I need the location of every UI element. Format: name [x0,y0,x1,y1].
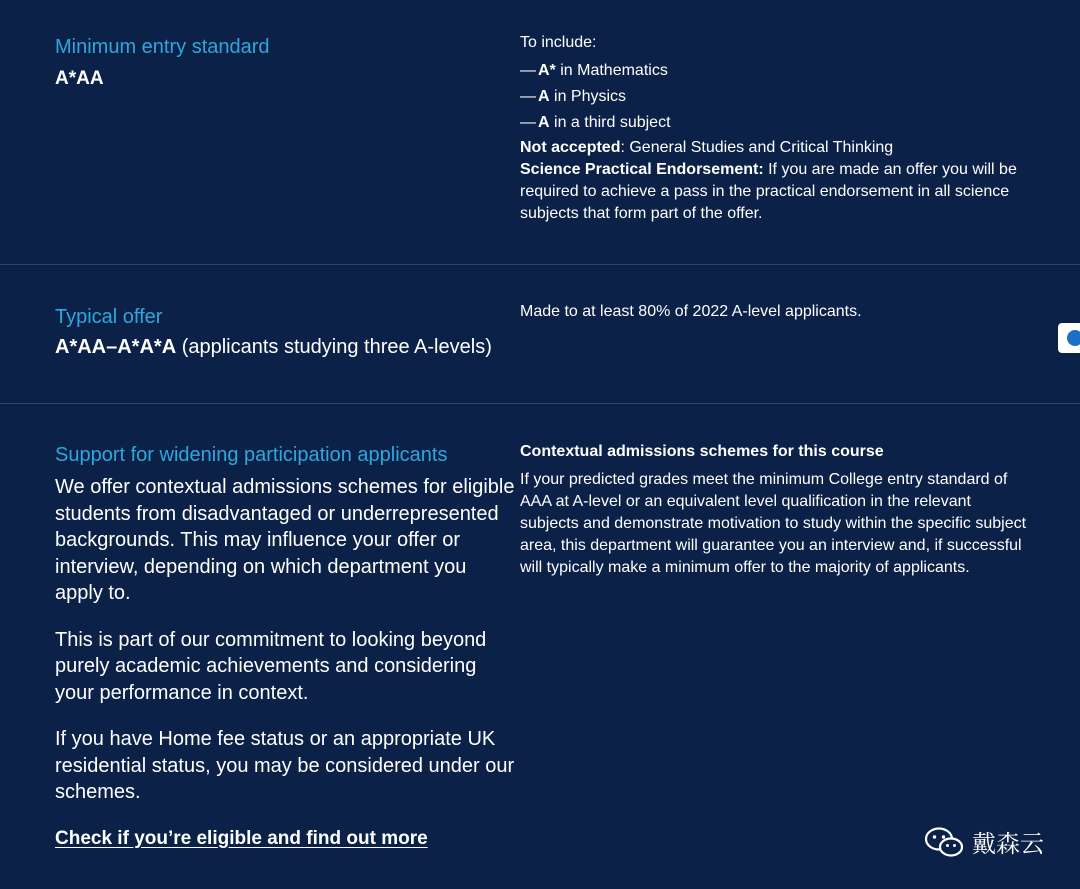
minimum-entry-section [0,0,1080,264]
include-title: To include: [520,34,597,51]
feedback-side-tab[interactable] [1058,323,1080,353]
typical-offer-suffix: (applicants studying three A-levels) [176,336,492,358]
typical-offer-grade-range: A*AA–A*A*A [55,336,177,358]
minimum-entry-grade: A*AA [55,68,104,89]
support-title: Support for widening participation applicants [55,444,448,466]
wechat-icon [924,826,964,858]
info-icon [1067,330,1080,346]
requirement-grade: A* [538,62,556,79]
requirement-item [520,84,1030,110]
support-paragraph: This is part of our commitment to looking beyond purely academic achievements and considering your performance in context. [55,628,487,704]
not-accepted-text: : General Studies and Critical Thinking [620,139,894,156]
requirement-text: in a third subject [554,114,671,131]
contextual-admissions-text: If your predicted grades meet the minimum College entry standard of AAA at A-level or an equivalent level qualification in the relevant subjects and demonstrate motivation to study within the specific subject area, this department will guarantee you an interview and, if successful will typically make a minimum offer to the majority of applicants. [520,471,1027,576]
minimum-entry-left [55,34,505,92]
typical-offer-grades [55,334,515,360]
requirement-item [520,58,1030,84]
support-paragraph: We offer contextual admissions schemes for eligible students from disadvantaged or underrepresented backgrounds. This may influence your offer or interview, depending on which department you apply to. [55,476,515,604]
requirement-text: in Physics [554,88,627,105]
requirement-item [520,110,1030,136]
watermark [924,824,1044,859]
typical-offer-section [0,265,1080,403]
dash-icon: — [520,114,536,131]
dash-icon: — [520,62,536,79]
not-accepted-note [520,137,1030,159]
contextual-admissions-details [520,441,1030,579]
minimum-entry-title: Minimum entry standard [55,36,270,58]
eligibility-link[interactable]: Check if you’re eligible and find out more [55,827,428,849]
spe-text: If you are made an offer you will be required to achieve a pass in the practical endorsement in all science subjects that form part of the offer. [520,161,1017,222]
support-left [55,442,515,852]
typical-offer-left [55,304,515,360]
requirement-grade: A [538,114,550,131]
typical-offer-note: Made to at least 80% of 2022 A-level applicants. [520,303,862,320]
not-accepted-label: Not accepted [520,139,621,156]
support-section [0,404,1080,889]
spe-note [520,159,1030,225]
minimum-entry-details [520,32,1030,225]
contextual-admissions-title: Contextual admissions schemes for this course [520,443,884,460]
typical-offer-details [520,301,1030,323]
requirement-text: in Mathematics [560,62,668,79]
watermark-text: 戴森云 [972,831,1044,858]
support-paragraph: If you have Home fee status or an appropriate UK residential status, you may be considered under our schemes. [55,728,515,803]
dash-icon: — [520,88,536,105]
requirement-list [520,58,1030,136]
spe-label: Science Practical Endorsement: [520,161,764,178]
typical-offer-title: Typical offer [55,306,163,328]
requirement-grade: A [538,88,550,105]
